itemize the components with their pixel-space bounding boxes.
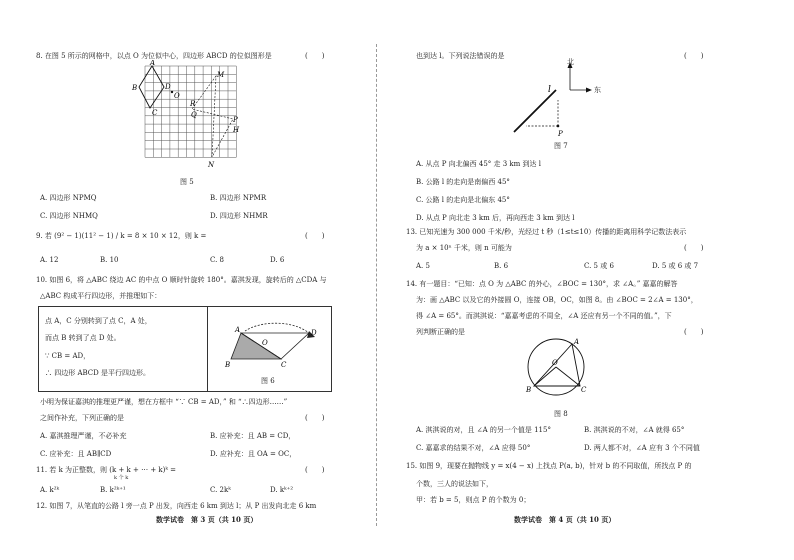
q14-line-3: 得 ∠A = 65°。而淇淇说：“嘉嘉考虑的不周全，∠A 还应有另一个不同的值。”，下 bbox=[416, 312, 672, 320]
quad-image bbox=[192, 76, 233, 157]
q8-stem: 8. 在图 5 所示的网格中，以点 O 为位似中心，四边形 ABCD 的位似图形是 bbox=[36, 52, 272, 60]
fig7-point-p bbox=[557, 125, 560, 128]
q13-line-1: 13. 已知光速为 300 000 千米/秒，光经过 t 秒（1≤t≤10）传播的距离用科学记数法表示 bbox=[406, 228, 687, 236]
q8-option-d[interactable]: D. 四边形 NHMR bbox=[210, 212, 268, 220]
q14-line-1: 14. 有一题目：“已知：点 O 为 △ABC 的外心，∠BOC = 130°，求 ∠A。” 嘉嘉的解答 bbox=[406, 280, 678, 288]
q12-answer-paren: ( ) bbox=[684, 52, 704, 60]
compass-east-label: 东 bbox=[594, 86, 601, 94]
page-3-footer: 数学试卷 第 3 页（共 10 页） bbox=[156, 515, 258, 524]
q10-line-2: △ABC 构成平行四边形，并推理如下： bbox=[40, 292, 162, 300]
q9-stem: 9. 若 (9² − 1)(11² − 1) / k = 8 × 10 × 12，则 k = bbox=[36, 232, 207, 240]
q14-answer-paren: ( ) bbox=[684, 328, 704, 336]
q13-option-a[interactable]: A. 5 bbox=[416, 262, 430, 270]
q14-line-4: 列判断正确的是 bbox=[416, 328, 465, 336]
figure-8-caption: 图 8 bbox=[554, 410, 568, 418]
label-H: H bbox=[233, 126, 240, 134]
fig6-label-D: D bbox=[311, 329, 317, 337]
label-P: P bbox=[233, 116, 238, 124]
q8-option-a[interactable]: A. 四边形 NPMQ bbox=[40, 194, 97, 202]
q15-line-1: 15. 如图 9，现要在抛物线 y = x(4 − x) 上找点 P(a, b)，针对 b 的不同取值，所找点 P 的 bbox=[406, 462, 692, 470]
q10-answer-paren: ( ) bbox=[305, 414, 325, 422]
fig7-label-l: l bbox=[548, 85, 551, 95]
q12-option-b[interactable]: B. 公路 l 的走向是南偏西 45° bbox=[416, 178, 510, 186]
q11-answer-paren: ( ) bbox=[305, 466, 325, 474]
q14-option-c[interactable]: C. 嘉嘉求的结果不对，∠A 应得 50° bbox=[416, 444, 531, 452]
q11-option-b[interactable]: B. k²ᵏ⁺¹ bbox=[100, 486, 126, 494]
q11-option-c[interactable]: C. 2kᵏ bbox=[210, 486, 231, 494]
fig6-label-A: A bbox=[235, 326, 241, 334]
q11-option-a[interactable]: A. k²ᵏ bbox=[40, 486, 60, 494]
figure-6-caption: 图 6 bbox=[261, 377, 275, 385]
page-4 bbox=[384, 0, 794, 560]
figure-7-caption: 图 7 bbox=[554, 142, 568, 150]
q10-line-3: 小明为保证嘉淇的推理更严谨，想在方框中 “∵ CB = AD，” 和 “∴四边形……” bbox=[40, 398, 288, 406]
q12-option-a[interactable]: A. 从点 P 向北偏西 45° 走 3 km 到达 l bbox=[416, 160, 541, 168]
q10-option-b[interactable]: B. 应补充：且 AB = CD， bbox=[210, 432, 296, 440]
label-B: B bbox=[132, 84, 138, 92]
figure-5-grid bbox=[125, 60, 245, 175]
q10-option-a[interactable]: A. 嘉淇推理严谨，不必补充 bbox=[40, 432, 127, 440]
fig6-label-B: B bbox=[225, 361, 231, 369]
column-divider bbox=[376, 44, 377, 526]
label-Q: Q bbox=[191, 111, 197, 119]
q9-option-b[interactable]: B. 10 bbox=[100, 256, 119, 264]
q10-line-1: 10. 如图 6，将 △ABC 绕边 AC 的中点 O 顺时针旋转 180°。嘉淇发现，旋转后的 △CDA 与 bbox=[36, 276, 327, 284]
label-N: N bbox=[208, 161, 215, 169]
q9-option-a[interactable]: A. 12 bbox=[40, 256, 59, 264]
q13-option-b[interactable]: B. 6 bbox=[494, 262, 509, 270]
label-M: M bbox=[217, 71, 225, 79]
q14-option-a[interactable]: A. 淇淇说的对，且 ∠A 的另一个值是 115° bbox=[416, 426, 551, 434]
q8-option-c[interactable]: C. 四边形 NHMQ bbox=[40, 212, 98, 220]
q14-option-b[interactable]: B. 淇淇说的不对，∠A 就得 65° bbox=[584, 426, 685, 434]
q15-line-2: 个数，三人的说法如下， bbox=[416, 480, 493, 488]
page-3 bbox=[0, 0, 376, 560]
compass-north-label: 北 bbox=[567, 58, 574, 66]
q12-stem: 12. 如图 7，从笔直的公路 l 旁一点 P 出发，向西走 6 km 到达 l；从 P 出发向北走 6 km bbox=[36, 502, 317, 510]
label-D: D bbox=[165, 83, 171, 91]
q11-underbrace-label: k 个 k bbox=[114, 475, 129, 481]
figure-5-caption: 图 5 bbox=[180, 178, 194, 186]
q10-box-line-2: 而点 B 转到了点 D 处。 bbox=[45, 334, 121, 342]
q12-option-c[interactable]: C. 公路 l 的走向是北偏东 45° bbox=[416, 196, 510, 204]
q13-answer-paren: ( ) bbox=[684, 244, 704, 252]
fig8-label-A: A bbox=[574, 338, 580, 346]
q9-option-c[interactable]: C. 8 bbox=[210, 256, 225, 264]
q10-option-c[interactable]: C. 应补充：且 AB∥CD bbox=[40, 450, 112, 458]
quad-abcd bbox=[139, 66, 164, 108]
q12-option-d[interactable]: D. 从点 P 向北走 3 km 后，再向西走 3 km 到达 l bbox=[416, 214, 575, 222]
fig8-label-O: O bbox=[552, 359, 558, 367]
q9-answer-paren: ( ) bbox=[305, 232, 325, 240]
q11-option-d[interactable]: D. kᵏ⁺² bbox=[270, 486, 294, 494]
q15-line-3: 甲：若 b = 5，则点 P 的个数为 0； bbox=[416, 496, 531, 504]
q14-line-2: 为：画 △ABC 以及它的外接圆 O，连接 OB，OC，如图 8。由 ∠BOC = 2∠A = 130°， bbox=[416, 296, 698, 304]
q9-option-d[interactable]: D. 6 bbox=[270, 256, 285, 264]
q10-reasoning-box bbox=[38, 306, 332, 392]
label-R: R bbox=[190, 100, 196, 108]
q8-answer-paren: ( ) bbox=[305, 52, 325, 60]
q13-option-d[interactable]: D. 5 或 6 或 7 bbox=[652, 262, 699, 270]
q11-stem: 11. 若 k 为正整数，则 (k + k + ⋯ + k)ᵏ = bbox=[36, 466, 177, 474]
q10-box-line-1: 点 A，C 分别转到了点 C，A 处， bbox=[45, 317, 152, 325]
q14-option-d[interactable]: D. 两人都不对，∠A 应有 3 个不同值 bbox=[584, 444, 700, 452]
q10-box-line-4: ∴ 四边形 ABCD 是平行四边形。 bbox=[45, 369, 150, 377]
point-o bbox=[171, 91, 173, 93]
figure-6 bbox=[211, 309, 327, 379]
label-A: A bbox=[150, 60, 156, 67]
fig6-label-C: C bbox=[281, 361, 287, 369]
figure-8 bbox=[518, 334, 598, 402]
label-C: C bbox=[152, 109, 158, 117]
q13-option-c[interactable]: C. 5 或 6 bbox=[584, 262, 614, 270]
label-O: O bbox=[174, 92, 180, 100]
fig7-label-p: P bbox=[558, 130, 563, 138]
q10-box-line-3: ∵ CB = AD， bbox=[45, 352, 91, 360]
q10-line-4: 之间作补充，下列正确的是 bbox=[40, 414, 124, 422]
q13-line-2: 为 a × 10ⁿ 千米，则 n 可能为 bbox=[416, 244, 512, 252]
fig8-label-B: B bbox=[526, 386, 532, 394]
figure-7 bbox=[508, 58, 608, 138]
fig8-label-C: C bbox=[581, 386, 587, 394]
q12-continuation: 也到达 l。下列说法错误的是 bbox=[416, 52, 505, 60]
q10-option-d[interactable]: D. 应补充：且 OA = OC， bbox=[210, 450, 297, 458]
fig6-label-O: O bbox=[262, 339, 268, 347]
page-4-footer: 数学试卷 第 4 页（共 10 页） bbox=[514, 515, 616, 524]
q8-option-b[interactable]: B. 四边形 NPMR bbox=[210, 194, 267, 202]
